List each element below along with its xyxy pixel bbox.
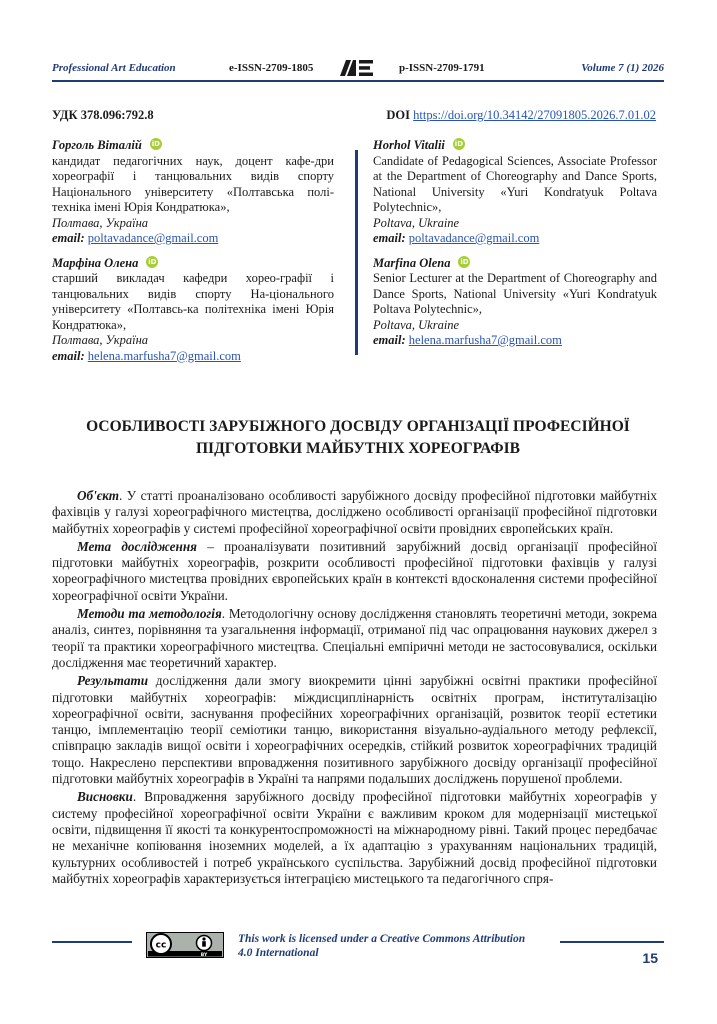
footer-divider-right bbox=[560, 941, 664, 943]
abstract-paragraph bbox=[52, 673, 657, 787]
abstract-label: Методи та методологія bbox=[77, 606, 222, 622]
journal-header bbox=[52, 58, 664, 78]
email-label: email: bbox=[373, 231, 406, 245]
journal-name: Professional Art Education bbox=[52, 62, 176, 74]
pissn: p-ISSN-2709-1791 bbox=[399, 62, 485, 74]
authors-ukrainian bbox=[52, 138, 334, 373]
cc-by-icon[interactable] bbox=[146, 932, 224, 958]
author-email-link[interactable]: helena.marfusha7@gmail.com bbox=[408, 333, 562, 347]
license-line-1: This work is licensed under a Creative Commons Attribution bbox=[238, 933, 526, 945]
eissn: e-ISSN-2709-1805 bbox=[229, 62, 314, 74]
column-divider bbox=[355, 150, 358, 355]
email-label: email: bbox=[52, 231, 85, 245]
doi-label: DOI bbox=[386, 108, 411, 122]
abstract-text: . Методологічну основу дослідження становлять теоретичні методи, зокрема аналіз, синтез, порівняння та узагальнення інформації, отриманої під час опрацювання наукових джерел з теорії та практики хореографічного мистецтва. Спеціальні емпіричні методи не застосовувалися, оскільки дослідження має теоретичний характер. bbox=[52, 606, 657, 670]
doi bbox=[386, 108, 656, 123]
article-title: ОСОБЛИВОСТІ ЗАРУБІЖНОГО ДОСВІДУ ОРГАНІЗАЦІЇ ПРОФЕСІЙНОЇ ПІДГОТОВКИ МАЙБУТНІХ ХОРЕОГРАФІВ bbox=[86, 418, 630, 457]
author-email-link[interactable]: poltavadance@gmail.com bbox=[87, 231, 219, 245]
svg-text:cc: cc bbox=[155, 940, 167, 951]
author-block bbox=[52, 138, 334, 247]
abstract-label: Мета дослідження bbox=[77, 538, 197, 554]
orcid-icon[interactable]: iD bbox=[151, 140, 160, 148]
abstract-paragraph bbox=[52, 488, 657, 537]
svg-text:BY: BY bbox=[200, 953, 208, 958]
author-name: Марфіна Олена bbox=[52, 255, 139, 270]
author-location: Полтава, Україна bbox=[52, 215, 149, 230]
license-line-2: 4.0 International bbox=[238, 947, 319, 959]
page-number: 15 bbox=[642, 950, 658, 966]
author-affiliation: старший викладач кафедри хорео-графії і танцювальних видів спорту На-ціонального університету «Полтавсь-ка політехніка імені Юрія Кондратюка», bbox=[52, 271, 334, 332]
abstract-paragraph bbox=[52, 789, 657, 887]
header-divider bbox=[52, 80, 664, 82]
footer-divider-left bbox=[52, 941, 132, 943]
orcid-icon[interactable]: iD bbox=[454, 140, 464, 148]
author-affiliation: Candidate of Pedagogical Sciences, Associate Professor at the Department of Choreography and Dance Sports, National University «Yuri Kondratyuk Poltava Polytechnic», bbox=[373, 153, 657, 214]
abstract-label: Висновки bbox=[77, 789, 133, 805]
abstract-text: дослідження дали змогу виокремити цінні зарубіжні освітні практики професійної підготовки майбутніх хореографів: міждисциплінарність освітніх програм, інституталізацію хореографічної освіти, заснування професійних хореографічних організацій, розвиток теорії естетики танцю, імплементацію теорії семіотики танцю, використання візуально-аудіального методу рефлексії, співпрацю закладів вищої освіти і хореографічних осередків, стійкий розвиток хореографічних традицій тощо. Накреслено перспективи впровадження позитивного зарубіжного досвіду організації професійної підготовки майбутніх хореографів в Україні та напрями подальших досліджень порушеної проблеми. bbox=[52, 673, 657, 787]
abstract-paragraph bbox=[52, 606, 657, 671]
author-name: Горголь Віталій bbox=[52, 138, 142, 152]
abstract-paragraph bbox=[52, 539, 657, 604]
author-location: Полтава, Україна bbox=[52, 333, 149, 347]
author-block bbox=[373, 138, 657, 247]
author-email-link[interactable]: poltavadance@gmail.com bbox=[408, 231, 540, 245]
orcid-icon[interactable]: iD bbox=[148, 257, 157, 266]
abstract bbox=[52, 488, 657, 889]
author-email-link[interactable]: helena.marfusha7@gmail.com bbox=[87, 348, 241, 363]
author-location: Poltava, Ukraine bbox=[373, 215, 460, 230]
abstract-label: Результати bbox=[77, 673, 149, 689]
pae-logo-icon bbox=[340, 60, 374, 76]
doi-link[interactable]: https://doi.org/10.34142/27091805.2026.7.01.02 bbox=[413, 108, 656, 122]
authors-english bbox=[373, 138, 657, 358]
volume-label: Volume 7 (1) 2026 bbox=[581, 62, 664, 74]
abstract-text: . Впровадження зарубіжного досвіду професійної підготовки майбутніх хореографів у систему професійної хореографічної освіти України є важливим кроком для модернізації мистецької освіти, підвищення її якості та конкурентоспроможності на міжнародному рівні. Такий процес передбачає не механічне копіювання іноземних моделей, а їх адаптацію з урахуванням національних традицій, культурних особливостей і потреб українського суспільства. Зарубіжний досвід професійної підготовки майбутніх хореографів характеризується інтеграцією мистецького та педагогічного спря- bbox=[52, 789, 657, 886]
author-name: Marfina Olena bbox=[373, 255, 451, 270]
orcid-icon[interactable]: iD bbox=[460, 257, 469, 266]
email-label: email: bbox=[373, 333, 406, 347]
abstract-label: Об'єкт bbox=[77, 488, 120, 503]
author-affiliation: Senior Lecturer at the Department of Choreography and Dance Sports, National University «Yuri Kondratyuk Poltava Polytechnic», bbox=[373, 271, 657, 316]
author-block bbox=[373, 256, 657, 349]
email-label: email: bbox=[52, 348, 85, 363]
author-block bbox=[52, 256, 334, 365]
author-location: Poltava, Ukraine bbox=[373, 317, 460, 332]
abstract-text: . У статті проаналізовано особливості зарубіжного досвіду професійної підготовки майбутніх фахівців у галузі хореографічного мистецтва, досліджено особливості організації професійної підготовки майбутніх хореографів у системі професійної хореографічної освіти провідних європейських країн. bbox=[52, 488, 657, 536]
author-name: Horhol Vitalii bbox=[373, 138, 445, 152]
license-text[interactable] bbox=[238, 932, 525, 960]
author-affiliation: кандидат педагогічних наук, доцент кафе-дри хореографії і танцювальних видів спорту Національного університету «Полтавська полі-техніка імені Юрія Кондратюка», bbox=[52, 153, 334, 214]
udk-code: УДК 378.096:792.8 bbox=[52, 108, 154, 122]
abstract-text: – проаналізувати позитивний зарубіжний досвід організації професійної підготовки майбутніх хореографів, розкрити особливості професійної підготовки фахівців у галузі хореографічного мистецтва провідних європейських країн в контексті вдосконалення системи професійної хореографічної освіти України. bbox=[52, 538, 657, 603]
